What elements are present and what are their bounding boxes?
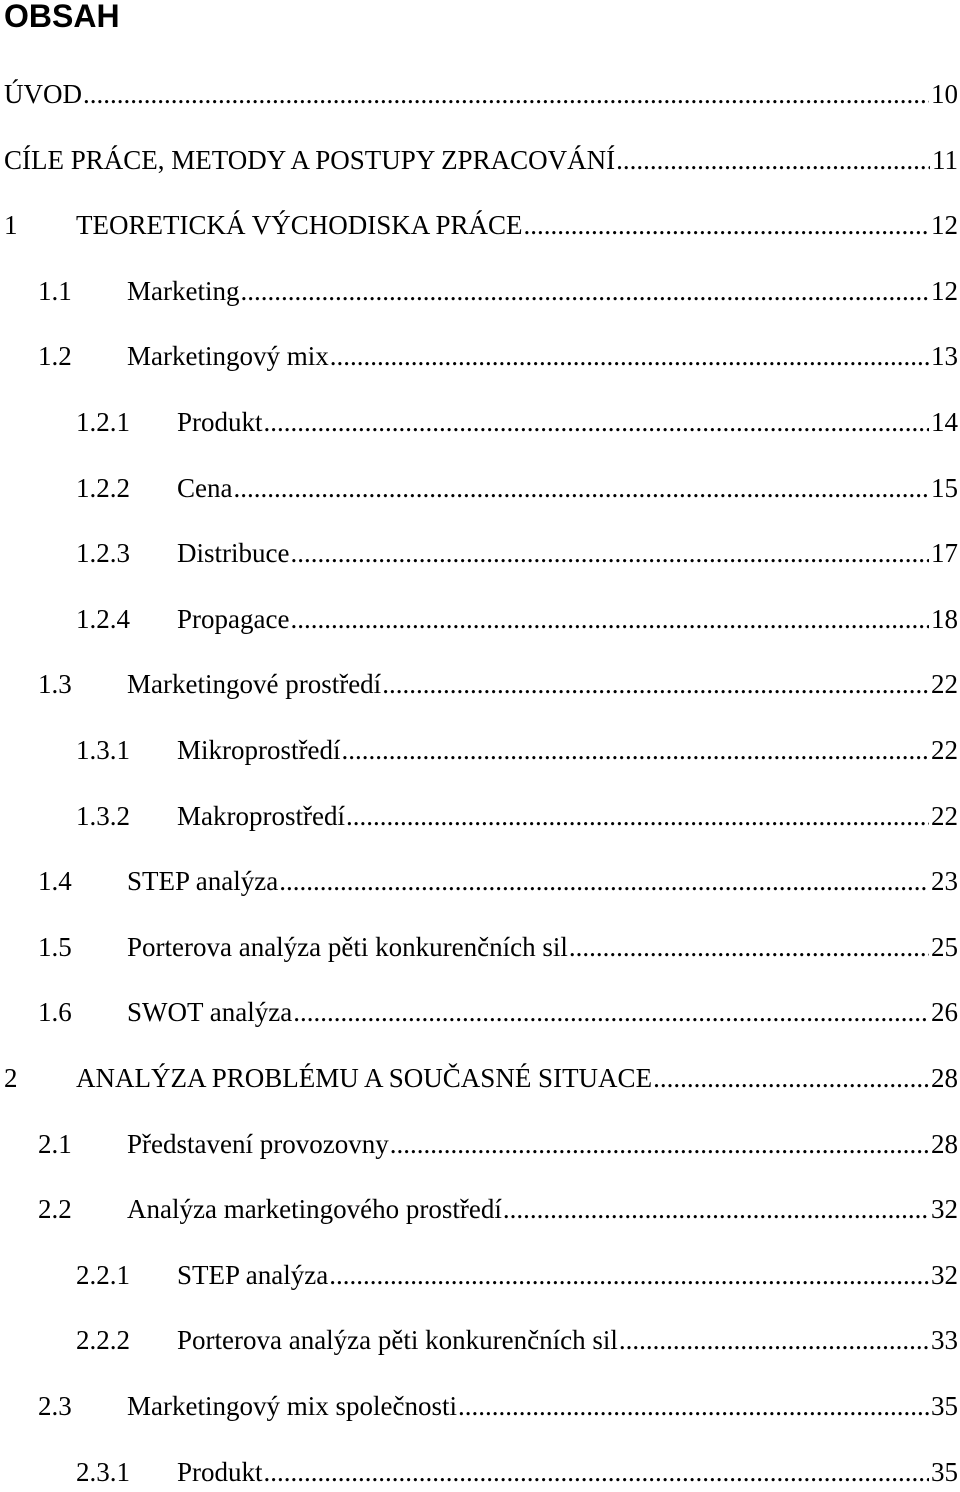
toc-entry-page: 15	[931, 472, 958, 503]
toc-dot-leader	[523, 205, 929, 245]
toc-entry-number: 1	[4, 210, 18, 241]
toc-dot-leader	[82, 74, 929, 114]
toc-dot-leader	[263, 1452, 929, 1492]
toc-entry-number: 2.2.1	[76, 1259, 130, 1290]
toc-dot-leader	[289, 533, 929, 573]
toc-entry-label: Propagace	[177, 603, 290, 634]
toc-entry-number: 1.2.2	[76, 472, 130, 503]
toc-entry-number: 1.2.4	[76, 603, 130, 634]
toc-dot-leader	[652, 1058, 929, 1098]
toc-entry-number: 2.3	[38, 1391, 72, 1421]
toc-entry-number: 2	[4, 1063, 18, 1093]
toc-entry-number: 1.2	[38, 341, 72, 372]
toc-entry[interactable]	[0, 861, 958, 901]
toc-dot-leader	[329, 336, 929, 376]
toc-entry-number: 2.2.2	[76, 1325, 130, 1356]
toc-entry-page: 32	[931, 1259, 958, 1290]
toc-entry-label: Marketingový mix společnosti	[127, 1391, 457, 1421]
toc-entry-label: Marketingové prostředí	[127, 669, 382, 700]
toc-entry-label: STEP analýza	[177, 1259, 329, 1290]
toc-entry-page: 13	[931, 341, 958, 372]
toc-entry-label: Cena	[177, 472, 233, 503]
toc-dot-leader	[278, 861, 929, 901]
toc-entry[interactable]	[0, 1386, 958, 1426]
toc-entry-page: 10	[931, 79, 958, 109]
toc-entry[interactable]	[0, 336, 958, 376]
toc-dot-leader	[345, 796, 929, 836]
toc-dot-leader	[328, 1255, 929, 1295]
toc-entry-number: 2.3.1	[76, 1456, 130, 1487]
toc-entry-number: 1.3	[38, 669, 72, 700]
toc-dot-leader	[292, 992, 929, 1032]
toc-entry-label: Představení provozovny	[127, 1128, 389, 1159]
toc-entry-label: ANALÝZA PROBLÉMU A SOUČASNÉ SITUACE	[76, 1063, 653, 1093]
toc-entry-number: 1.1	[38, 275, 72, 306]
toc-entry[interactable]	[0, 1189, 958, 1229]
toc-entry[interactable]	[0, 992, 958, 1032]
toc-entry-page: 12	[931, 275, 958, 306]
toc-entry-number: 2.1	[38, 1128, 72, 1159]
toc-entry[interactable]	[0, 205, 958, 245]
toc-entry-label: Produkt	[177, 1456, 263, 1487]
toc-entry-number: 1.5	[38, 931, 72, 962]
toc-entry-page: 32	[931, 1194, 958, 1225]
toc-entry-page: 23	[931, 866, 958, 897]
toc-entry-label: SWOT analýza	[127, 997, 293, 1028]
toc-entry[interactable]	[0, 468, 958, 508]
toc-entry[interactable]	[0, 74, 958, 114]
toc-entry-label: CÍLE PRÁCE, METODY A POSTUPY ZPRACOVÁNÍ	[4, 144, 616, 175]
toc-dot-leader	[389, 1124, 929, 1164]
toc-entry-number: 1.6	[38, 997, 72, 1028]
toc-entry-label: Porterova analýza pěti konkurenčních sil	[177, 1325, 618, 1356]
toc-dot-leader	[381, 664, 929, 704]
toc-entry-label: ÚVOD	[4, 79, 82, 109]
toc-entry-label: STEP analýza	[127, 866, 279, 897]
toc-entry-label: Produkt	[177, 407, 263, 437]
toc-entry-number: 2.2	[38, 1194, 72, 1225]
toc-entry[interactable]	[0, 140, 958, 180]
toc-entry-number: 1.3.2	[76, 800, 130, 831]
toc-entry[interactable]	[0, 271, 958, 311]
toc-entry-number: 1.4	[38, 866, 72, 897]
toc-entry-page: 22	[931, 735, 958, 765]
toc-entry[interactable]	[0, 402, 958, 442]
toc-entry[interactable]	[0, 730, 958, 770]
toc-dot-leader	[340, 730, 929, 770]
toc-dot-leader	[289, 599, 929, 639]
toc-entry-page: 35	[931, 1456, 958, 1487]
toc-entry[interactable]	[0, 1058, 958, 1098]
toc-entry-page: 28	[931, 1128, 958, 1159]
toc-entry-page: 12	[931, 210, 958, 241]
toc-dot-leader	[618, 1320, 929, 1360]
toc-entry-number: 1.2.3	[76, 538, 130, 569]
toc-entry-page: 22	[931, 669, 958, 700]
toc-entry-page: 25	[931, 931, 958, 962]
toc-entry-page: 11	[932, 144, 958, 175]
toc-entry-label: TEORETICKÁ VÝCHODISKA PRÁCE	[76, 210, 523, 241]
toc-entry-page: 33	[931, 1325, 958, 1356]
toc-entry-number: 1.2.1	[76, 407, 130, 437]
toc-entry-label: Makroprostředí	[177, 800, 345, 831]
toc-entry[interactable]	[0, 927, 958, 967]
toc-entry[interactable]	[0, 1124, 958, 1164]
toc-entry[interactable]	[0, 1452, 958, 1492]
toc-entry-page: 35	[931, 1391, 958, 1421]
toc-dot-leader	[263, 402, 929, 442]
toc-entry-label: Analýza marketingového prostředí	[127, 1194, 502, 1225]
toc-entry-page: 17	[931, 538, 958, 569]
toc-entry-label: Marketingový mix	[127, 341, 329, 372]
toc-dot-leader	[502, 1189, 929, 1229]
toc-entry-label: Porterova analýza pěti konkurenčních sil	[127, 931, 568, 962]
toc-entry-page: 28	[931, 1063, 958, 1093]
toc-entry-page: 18	[931, 603, 958, 634]
toc-entry-number: 1.3.1	[76, 735, 130, 765]
toc-entry-label: Distribuce	[177, 538, 290, 569]
toc-entry[interactable]	[0, 1320, 958, 1360]
toc-dot-leader	[568, 927, 929, 967]
toc-dot-leader	[232, 468, 929, 508]
toc-entry-page: 26	[931, 997, 958, 1028]
toc-entry-label: Mikroprostředí	[177, 735, 341, 765]
toc-entry[interactable]	[0, 1255, 958, 1295]
toc-entry[interactable]	[0, 664, 958, 704]
toc-entry-page: 22	[931, 800, 958, 831]
toc-entry[interactable]	[0, 533, 958, 573]
toc-entry-page: 14	[931, 407, 958, 437]
toc-dot-leader	[239, 271, 929, 311]
toc-dot-leader	[457, 1386, 929, 1426]
toc-entry-label: Marketing	[127, 275, 240, 306]
toc-dot-leader	[615, 140, 930, 180]
page-title: OBSAH	[4, 0, 120, 34]
toc-entry[interactable]	[0, 796, 958, 836]
toc-entry[interactable]	[0, 599, 958, 639]
